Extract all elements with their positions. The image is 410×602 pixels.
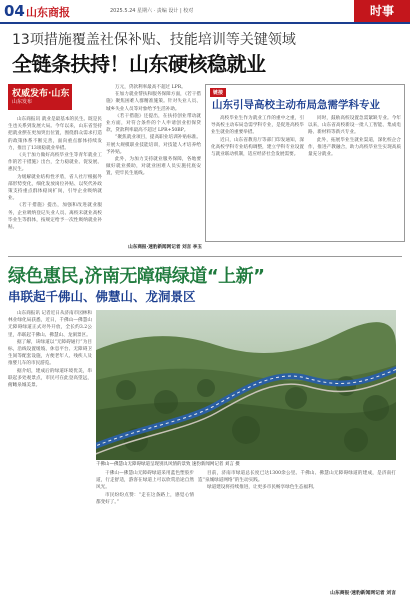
banner-title: 权威发布·山东: [12, 89, 70, 99]
lead-col1-p3: 为缓解就业结构性矛盾，省人社厅根据外部形势变化，细化发放岗位补贴、以奖代补政策支持重点群体稳岗扩岗，引导企业吸纳就业。: [8, 174, 102, 202]
lead-column-1: [8, 116, 102, 252]
lead-col2-p5: 此外，为加力支持就业服务保障，各地要做好就业援助，对就业困难人员实施托底安置，兜牢民生底线。: [106, 157, 201, 177]
paper-name: 山东商报: [26, 6, 70, 19]
feature-column-1: [8, 310, 92, 595]
feature-col2-p1: 干佛山—佛慧山无障碍绿道采用蓝色塑胶步道，行走舒适，游客在绿道上可以欣赏沿途自然风光。: [96, 471, 194, 491]
lead-kicker: 13项措施覆盖社保补贴、技能培训等关键领域: [12, 32, 296, 48]
feature-column-2: [96, 470, 194, 590]
link-col2-p1: 同时，鼓励高校设置急需紧缺专业。今年以来，山东省高校新设一批人工智能、集成电路、新材料等新兴专业。: [308, 116, 401, 136]
link-col1-p1: 高校毕业生作为就业工作的重中之重，引导高校主动布局急需学科专业，是促进高校毕业生就业的重要举措。: [211, 116, 304, 136]
feature-col3-p2: 绿道建设将持续推进，让更多市民畅享绿色生态福利。: [207, 485, 318, 491]
feature-col1-p2: 据了解，该绿道以“无障碍通行”为目标，沿线设置缓坡、休息平台、无障碍卫生间等配套设施，方便老年人、残疾人及推婴儿车的市民游览。: [8, 339, 92, 367]
masthead-rule: [0, 22, 410, 24]
feature-headline: 绿色惠民,济南无障碍绿道“上新”: [8, 266, 265, 287]
lead-headline: 全链条扶持！山东硬核稳就业: [12, 52, 266, 76]
link-col1-p2: 近日，山东省教育厅等部门印发通知，深化高校学科专业结构调整，建立学科专业设置与就业联动机制，适应经济社会发展需要。: [211, 137, 304, 158]
feature-source: 山东商报·速豹新闻网记者 刘言: [330, 591, 396, 596]
feature-col3-p1: 目前，济南市绿道总长度已达1300余公里。千佛山、佛慧山无障碍绿道的建成，是济南打造“泉城绿道网络”的生动实践。: [198, 471, 396, 484]
feature-col2-p2: 市民纷纷点赞：“走在这条路上，感觉心情都变好了。”: [96, 492, 194, 505]
photo-caption: 千佛山—佛慧山无障碍绿道呈现别具风情的景致 速豹新闻网记者 刘言 摄: [96, 462, 240, 467]
link-column-2: [308, 115, 401, 239]
greenway-photo: [96, 310, 396, 460]
dateline: 2025.5.24 星期六 · 责编 设计 | 校对: [110, 8, 194, 14]
lead-col1-p4: 《若干措施》提出，加强和改进就业服务，企业吸纳登记失业人员、离校未就业高校毕业生等群体，按规定给予一次性吸纳就业补贴。: [8, 203, 102, 231]
feature-subhead: 串联起千佛山、佛慧山、龙洞景区: [8, 289, 196, 304]
authority-banner: [8, 84, 72, 110]
banner-subtitle: 山东发布: [12, 99, 33, 105]
section-divider: [8, 256, 402, 257]
feature-col1-p3: 据介绍，建成后的绿道环境优美，串联起多处观景点，市民可在此登高望远，俯瞰泉城美景。: [8, 368, 92, 389]
page-number: 04: [4, 2, 25, 20]
lead-col1-p2: 《关于加力做好高校毕业生等青年就业工作的若干措施》出台，全力稳就业、促发展、惠民生。: [8, 153, 102, 173]
greenway-photo-art: [96, 310, 396, 460]
section-tag: 时事: [354, 0, 410, 22]
lead-col2-p1: 万元，贷款利率最高不超过 LPR。: [115, 85, 186, 90]
lead-source: 山东商报·速豹新闻网记者 刘言 李玉: [128, 245, 202, 250]
link-tag: 链接: [210, 88, 226, 97]
lead-col2-p4: “聚焦就业项目，提高职业培训补贴标准。开展大规模职业技能培训，对技能人才培养给予补贴。: [106, 135, 201, 155]
lead-column-2: [106, 84, 201, 244]
link-box: [205, 84, 405, 242]
link-column-1: [211, 115, 304, 239]
lead-col2-p2: 在加力就业帮扶和服务保障方面，《若干措施》聚焦困难人群精准施策。针对失业人员、城乡失业人员等对象给予生活补助。: [106, 92, 201, 112]
lead-col2-p3: 《若干措施》还提出，在扶持创业带动就业方面，对符合条件的个人申请创业担保贷款，贷款利率最高不超过 LPR+50BP。: [106, 113, 201, 134]
lead-col1-p1: 山东商报讯 就业是最基本的民生。既是民生也关系到发展大局。今年以来，山东省坚持把就业摆在更加突出位置，围绕群众需求打造的政策体系不断完善，面向重点群体持续发力，推出了13项稳就业举措。: [8, 117, 102, 151]
link-col2-p2: 此外，拓展毕业生就业渠道，深化校企合作，推进产教融合，助力高校毕业生实现高质量充分就业。: [308, 137, 401, 158]
masthead: [0, 0, 410, 22]
feature-column-3: [198, 470, 396, 585]
feature-col1-p1: 山东商报讯 记者近日从济南市园林和林业绿化局获悉，近日，千佛山—佛慧山无障碍绿道正式对外开放，全长约3.2公里，串联起千佛山、佛慧山、龙洞景区。: [8, 311, 92, 338]
link-headline: 山东引导高校主动布局急需学科专业: [212, 99, 380, 111]
